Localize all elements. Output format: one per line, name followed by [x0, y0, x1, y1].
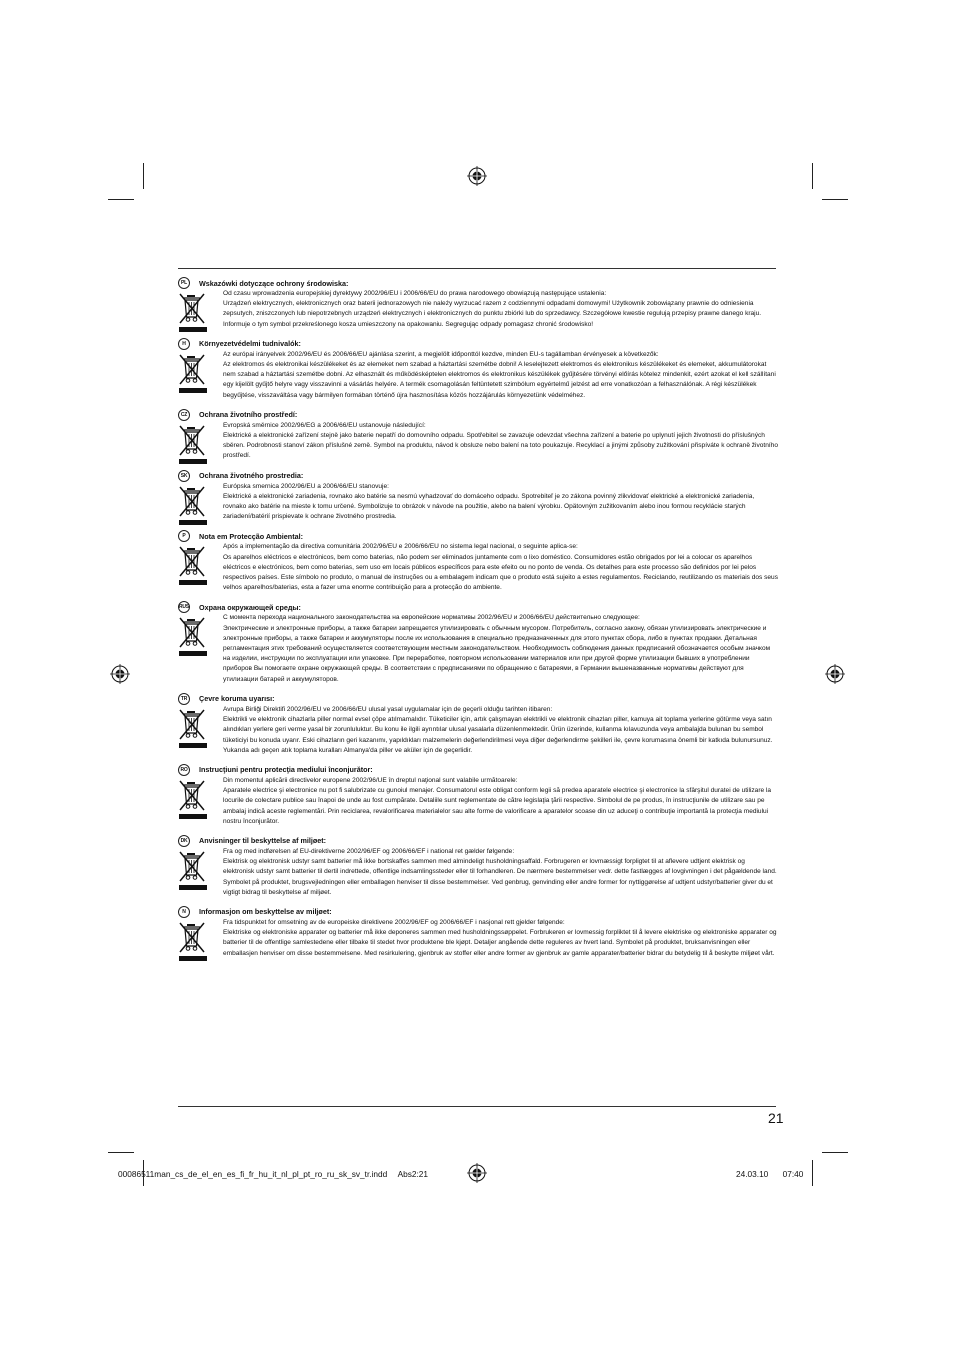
- section-title: Ochrana životního prostředí:: [199, 410, 298, 420]
- crop-mark: [143, 163, 144, 189]
- section-header: [178, 906, 778, 918]
- section-paragraph: Evropská směrnice 2002/96/EG a 2006/66/EU ustanovuje následující:: [223, 421, 426, 429]
- registration-mark-icon: [467, 166, 487, 186]
- section-text: [223, 289, 778, 330]
- language-badge-icon: TR: [178, 693, 190, 705]
- section-text: [223, 613, 778, 684]
- language-badge-icon: P: [178, 530, 190, 542]
- section-paragraph: Os aparelhos eléctricos e electrónicos, bem como baterias, não podem ser eliminados juntamente com o lixo doméstico. Consumidores estão obrigados por lei a colocar os aparelhos eléctricos e electrónicos, bem como baterias, sem uso em locais públicos específicos para este efeito ou no ponto de venda. Os detalhes para este processo são definidos por lei pelos respectivos países. Este símbolo no produto, o manual de instruções ou a embalagem indicam que o produto está sujeito a estes regulamentos. Reciclando, reutilizando os materiais dos seus velhos aparelhos/baterias, esta a fazer uma enorme contribuição para a protecção do ambiente.: [223, 553, 778, 592]
- section-paragraph: Elektrikli ve elektronik cihazlarla piller normal evsel çöpe atılmamalıdır. Tüketiciler için, artık çalışmayan elektrikli ve elektronik cihazları piller, kamuya ait toplama yerlerine götürme veya satın alındıkları yerlere geri verme yasal bir zorunluluktur. Bu konu ile ilgili ayrıntılar ulusal yasalarla düzenlenmektedir. Ürün üzerinde, kullanma kılavuzunda veya ambalajda bulunan bu sembol tüketiciyi bu konuda uyarır. Eski cihazların geri kazanımı, yapıldıkları malzemelerin değerlendirilmesi veya diğer değerlendirme şekilleri ile, çevre korumasına önemli bir katkıda bulunursunuz. Yukarıda adı geçen atık toplama kuralları Almanya'da piller ve aküler için de geçerlidir.: [223, 716, 773, 754]
- section-text: [223, 542, 778, 593]
- section-text: [223, 776, 778, 827]
- icon-column: [178, 705, 223, 756]
- section-body: [178, 482, 778, 523]
- footer-page-ref: Abs2:21: [397, 1169, 429, 1179]
- environment-notes: [178, 277, 778, 967]
- crop-mark: [108, 1152, 134, 1153]
- icon-column: [178, 482, 223, 523]
- crossed-out-wheelie-bin-icon: [178, 545, 208, 589]
- footer-date-value: 24.03.10: [736, 1169, 769, 1179]
- registration-mark-icon: [825, 664, 845, 684]
- section-header: [178, 693, 778, 705]
- section-title: Ochrana životného prostredia:: [199, 471, 304, 481]
- crossed-out-wheelie-bin-icon: [178, 616, 208, 660]
- section-header: [178, 338, 778, 350]
- section-title: Anvisninger til beskyttelse af miljøet:: [199, 836, 327, 846]
- section-paragraph: Elektriske og elektroniske apparater og batterier må ikke deponeres sammen med husholdningssøppelet. Forbrukeren er lovmessig forpliktet til å levere elektriske og elektroniske apparater og batterier til de offentlige samlestedene eller tilbake til stedet hvor produktene ble kjøpt. Detaljer angående dette reguleres av hvert land. Symbolet på produktet, bruksanvisningen eller emballasjen henviser om disse bestemmelsene. Med resirkulering, gjenbruk av stoffer eller andre former av gjenbruk av gamle apparater/batterier bidrar du betydelig til å beskytte miljøet vårt.: [223, 929, 777, 957]
- section-paragraph: Európska smernica 2002/96/EU a 2006/66/EU stanovuje:: [223, 482, 389, 490]
- page-number: 21: [768, 1110, 784, 1126]
- crossed-out-wheelie-bin-icon: [178, 850, 208, 894]
- icon-column: [178, 613, 223, 684]
- section-header: [178, 530, 778, 542]
- section-paragraph: Após a implementação da directiva comunitária 2002/96/EU e 2006/66/EU no sistema legal nacional, o seguinte aplica-se:: [223, 543, 578, 551]
- section-header: [178, 277, 778, 289]
- section-text: [223, 350, 778, 401]
- section-paragraph: Elektrisk og elektronisk udstyr samt batterier må ikke bortskaffes sammen med almindeligt husholdningsaffald. Forbrugeren er lovmæssigt forpligtet til at aflevere udtjent elektrisk og elektronisk udstyr samt batterier til dertil indrettede, offentlige indsamlingssteder eller til forhandleren. De nærmere bestemmelser vedr. dette fastlægges af lovgivningen i det pågældende land. Symbolet på produktet, brugsvejledningen eller emballagen henviser til disse bestemmelser. Ved genbrug, genvinding eller andre former for nyttiggørelse af udtjent udstyr/batterier giver du et vigtigt bidrag til beskyttelse af miljøet.: [223, 858, 777, 896]
- section-paragraph: С момента перехода национального законодательства на европейские нормативы 2002/96/EU и 2006/66/EU действительно следующее:: [223, 614, 640, 622]
- section-paragraph: Elektrické a elektronické zariadenia, rovnako ako batérie sa nesmú vyhadzovať do domáceho odpadu. Spotrebiteľ je zo zákona povinný zlikvidovať elektrické a elektronické zariadenia, rovnako ako batérie na mieste k tomu určené. Symbolizuje to obrázok v návode na použitie, alebo na balení výrobku. Opätovným zužitkovaním alebo inou formou recyklácie starých zariadení/batérií prispievate k ochrane životného prostredia.: [223, 492, 755, 521]
- language-badge-icon: PL: [178, 277, 190, 289]
- language-badge-icon: H: [178, 338, 190, 350]
- section-header: [178, 835, 778, 847]
- section-title: Охрана окружающей среды:: [199, 602, 301, 612]
- section-paragraph: Aparatele electrice şi electronice nu pot fi salubrizate cu gunoiul menajer. Consumatorul este obligat conform legii să predea aparatele electrice şi electronice la sfârşitul duratei de utilizare la locurile de colectare publice sau înapoi de unde au fost cumpărate. Detaliile sunt reglementate de către legislaţia ţării respective. Simbolul de pe produs, în instrucţiunile de utilizare sau pe ambalaj indică aceste reglementări. Prin reciclarea, revalorificarea materialelor sau alte forme de valorificare a aparatelor scoase din uz aduceţi o contribuţie importantă la protecţia mediului nostru înconjurător.: [223, 787, 772, 825]
- language-section-tr: [178, 693, 778, 756]
- footer-file: 00086511man_cs_de_el_en_es_fi_fr_hu_it_nl_pl_pt_ro_ru_sk_sv_tr.indd: [118, 1169, 388, 1179]
- icon-column: [178, 776, 223, 827]
- footer-filename: [118, 1169, 428, 1179]
- section-body: [178, 542, 778, 593]
- section-paragraph: Fra og med indførelsen af EU-direktiverne 2002/96/EF og 2006/66/EF i national ret gælder følgende:: [223, 847, 515, 855]
- section-paragraph: Elektrické a elektronické zařízení stejně jako baterie nepatří do domovního odpadu. Spotřebitel se zavazuje odevzdat všechna zařízení a baterie po uplynutí jejich životnosti do příslušných sběren. Podrobnosti stanoví zákon příslušné země. Symbol na produktu, návod k obsluze nebo balení na toto poukazuje. Recyklací a jinými způsoby zužitkování přispíváte k ochraně životního prostředí.: [223, 432, 778, 460]
- section-title: Çevre koruma uyarısı:: [199, 694, 275, 704]
- icon-column: [178, 542, 223, 593]
- section-text: [223, 482, 778, 523]
- section-text: [223, 705, 778, 756]
- crossed-out-wheelie-bin-icon: [178, 424, 208, 468]
- language-badge-icon: CZ: [178, 409, 190, 421]
- section-header: [178, 409, 778, 421]
- icon-column: [178, 289, 223, 330]
- registration-mark-icon: [467, 1163, 487, 1183]
- section-paragraph: Fra tidspunktet for omsetning av de europeiske direktivene 2002/96/EF og 2006/66/EF i nasjonal rett gjelder følgende:: [223, 918, 565, 926]
- language-badge-icon: DK: [178, 835, 190, 847]
- section-paragraph: Din momentul aplicării directivelor europene 2002/96/UE în dreptul naţional sunt valabile următoarele:: [223, 776, 518, 784]
- section-text: [223, 421, 778, 462]
- section-body: [178, 289, 778, 330]
- crop-mark: [812, 163, 813, 189]
- language-section-n: [178, 906, 778, 959]
- icon-column: [178, 350, 223, 401]
- crop-mark: [822, 1152, 848, 1153]
- section-body: [178, 705, 778, 756]
- section-paragraph: Avrupa Birliği Direktifi 2002/96/EU ve 2006/66/EU ulusal yasal uygulamalar için de geçerli olduğu tarihten itibaren:: [223, 705, 553, 713]
- footer-date: [736, 1169, 803, 1179]
- language-section-pl: [178, 277, 778, 330]
- section-paragraph: Od czasu wprowadzenia europejskiej dyrektywy 2002/96/EU i 2006/66/EU do prawa narodowego obowiązują następujące ustalenia:: [223, 290, 607, 297]
- registration-mark-icon: [110, 664, 130, 684]
- crossed-out-wheelie-bin-icon: [178, 353, 208, 397]
- section-body: [178, 421, 778, 462]
- language-section-dk: [178, 835, 778, 898]
- crop-mark: [812, 1160, 813, 1186]
- icon-column: [178, 421, 223, 462]
- language-badge-icon: N: [178, 906, 190, 918]
- icon-column: [178, 847, 223, 898]
- crossed-out-wheelie-bin-icon: [178, 779, 208, 823]
- section-header: [178, 470, 778, 482]
- language-badge-icon: RO: [178, 764, 190, 776]
- language-section-ro: [178, 764, 778, 827]
- section-body: [178, 918, 778, 959]
- section-paragraph: Urządzeń elektrycznych, elektronicznych oraz baterii jednorazowych nie należy wyrzucać razem z codziennymi odpadami domowymi! Użytkownik zobowiązany prawnie do odniesienia zepsutych, zniszczonych lub niepotrzebnych urządzeń elektrycznych i elektronicznych do punktu zbiórki lub do sprzedawcy. Szczegółowe kwestie regulują przepisy prawne danego kraju. Informuje o tym symbol przekreślonego kosza umieszczony na opakowaniu. Segregując odpady pomagasz chronić środowisko!: [223, 300, 762, 328]
- crossed-out-wheelie-bin-icon: [178, 292, 208, 336]
- section-title: Wskazówki dotyczące ochrony środowiska:: [199, 278, 349, 288]
- crop-mark: [822, 199, 848, 200]
- crossed-out-wheelie-bin-icon: [178, 708, 208, 752]
- footer-time-value: 07:40: [782, 1169, 804, 1179]
- section-header: [178, 601, 778, 613]
- section-text: [223, 847, 778, 898]
- bottom-rule: [178, 1106, 776, 1107]
- crossed-out-wheelie-bin-icon: [178, 921, 208, 965]
- section-paragraph: Az elektromos és elektronikai készülékeket és az elemeket nem szabad a háztartási szemétbe dobni! A leselejtezett elektromos és elektronikus készülékeket és elemeket, akkumulátorokat nem szabad a háztartási szemétbe dobni. Az elhasznált és működésképtelen elektromos és elektronikus készülékek gyűjtésére törvényi előírás kötelez mindenkit, ezért azokat el kell szállítani egy kijelölt gyűjtő helyre vagy visszavinni a vásárlás helyére. A termék csomagolásán feltüntetett szimbólum egyértelmű jelzést ad erre vonatkozóan a felhasználónak. A régi készülékek begyűjtése, visszaváltása vagy bármilyen formában történő újra hasznosítása közös hozzájárulás környezetünk védelméhez.: [223, 361, 776, 399]
- section-body: [178, 350, 778, 401]
- section-text: [223, 918, 778, 959]
- crop-mark: [108, 199, 134, 200]
- language-badge-icon: RUS: [178, 601, 190, 613]
- section-paragraph: Az európai irányelvek 2002/96/EU és 2006/66/EU ajánlása szerint, a megjelölt időponttól kezdve, minden EU-s tagállamban érvényesek a következők:: [223, 350, 659, 358]
- section-title: Környezetvédelmi tudnivalók:: [199, 339, 301, 349]
- top-rule: [178, 268, 776, 269]
- section-body: [178, 847, 778, 898]
- language-badge-icon: SK: [178, 470, 190, 482]
- language-section-sk: [178, 470, 778, 523]
- language-section-rus: [178, 601, 778, 684]
- section-title: Informasjon om beskyttelse av miljøet:: [199, 907, 332, 917]
- section-header: [178, 764, 778, 776]
- language-section-cz: [178, 409, 778, 462]
- section-body: [178, 613, 778, 684]
- section-title: Nota em Protecção Ambiental:: [199, 531, 303, 541]
- section-paragraph: Электрические и электронные приборы, а также батареи запрещается утилизировать с обычным мусором. Потребитель, согласно закону, обязан утилизировать электрические и электронные приборы, а также батареи и аккумуляторы после их использования в специально предназначенных для этого пунктах сбора, либо в пунктах продажи. Детальная регламентация этих требований осуществляется соответствующим местным законодательством. Необходимость соблюдения данных предписаний обозначается особым значком на изделии, инструкции по эксплуатации или упаковке. При переработке, повторном использовании материалов или при другой форме утилизации бывших в употреблении приборов Вы помогаете охране окружающей среды. В соответствии с предписаниями по обращению с батареями, в Германии вышеназванные нормативы действуют для утилизации батарей и аккумуляторов.: [223, 624, 771, 683]
- language-section-p: [178, 530, 778, 593]
- language-section-h: [178, 338, 778, 401]
- section-body: [178, 776, 778, 827]
- icon-column: [178, 918, 223, 959]
- section-title: Instrucţiuni pentru protecţia mediului înconjurător:: [199, 765, 373, 775]
- crossed-out-wheelie-bin-icon: [178, 485, 208, 529]
